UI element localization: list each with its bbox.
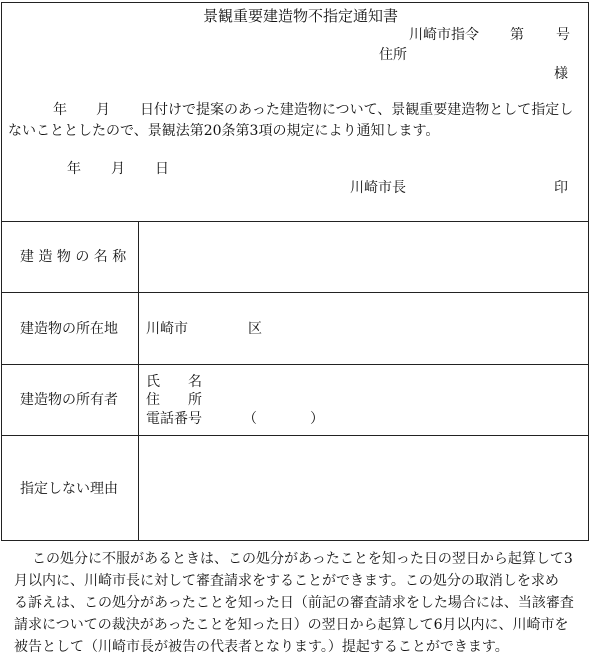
header-divider <box>1 221 589 222</box>
date-year: 年 <box>67 161 81 177</box>
mayor-label: 川崎市長 <box>350 180 406 196</box>
number-label: 第 <box>510 27 524 43</box>
location-ward: 区 <box>248 321 262 337</box>
appeal-line-4: 請求についての裁決があったことを知った日）の翌日から起算して6月以内に、川崎市を <box>14 617 569 633</box>
building-owner-label: 建造物の所有者 <box>20 392 118 408</box>
body-year: 年 <box>53 102 67 118</box>
number-suffix: 号 <box>556 27 570 43</box>
body-month: 月 <box>96 102 110 118</box>
row-divider-1 <box>1 292 589 293</box>
reason-label: 指定しない理由 <box>20 481 118 497</box>
row-divider-2 <box>1 364 589 365</box>
building-location-label: 建造物の所在地 <box>20 321 118 337</box>
date-day: 日 <box>155 161 169 177</box>
appeal-notice <box>14 548 580 658</box>
addressee-suffix: 様 <box>554 66 568 82</box>
phone-close-paren: ） <box>310 411 324 427</box>
appeal-line-3: る訴えは、この処分があったことを知った日（前記の審査請求をした場合には、当該審査 <box>14 595 574 611</box>
owner-phone-label: 電話番号 <box>146 411 202 427</box>
building-name-label: 建 造 物 の 名 称 <box>20 249 127 265</box>
location-city: 川崎市 <box>146 321 188 337</box>
document-title: 景観重要建造物不指定通知書 <box>203 7 399 25</box>
body-line-1: 日付けで提案のあった建造物について、景観重要建造物として指定し <box>140 102 574 118</box>
owner-address-label: 住 所 <box>146 392 202 408</box>
document-frame <box>1 2 589 541</box>
owner-name-label: 氏 名 <box>146 374 202 390</box>
city-order-label: 川崎市指令 <box>409 27 479 43</box>
phone-open-paren: （ <box>243 411 257 427</box>
appeal-line-2: 月以内に、川崎市長に対して審査請求をすることができます。この処分の取消しを求め <box>14 573 559 589</box>
body-line-2: ないこととしたので、景観法第20条第3項の規定により通知します。 <box>8 123 440 139</box>
appeal-line-1: この処分に不服があるときは、この処分があったことを知った日の翌日から起算して3 <box>32 551 573 567</box>
seal-mark: 印 <box>554 180 568 196</box>
column-divider <box>138 221 139 541</box>
date-month: 月 <box>111 161 125 177</box>
address-label: 住所 <box>379 47 407 63</box>
row-divider-3 <box>1 435 589 436</box>
appeal-line-5: 被告として（川崎市長が被告の代表者となります。）提起することができます。 <box>14 639 509 655</box>
